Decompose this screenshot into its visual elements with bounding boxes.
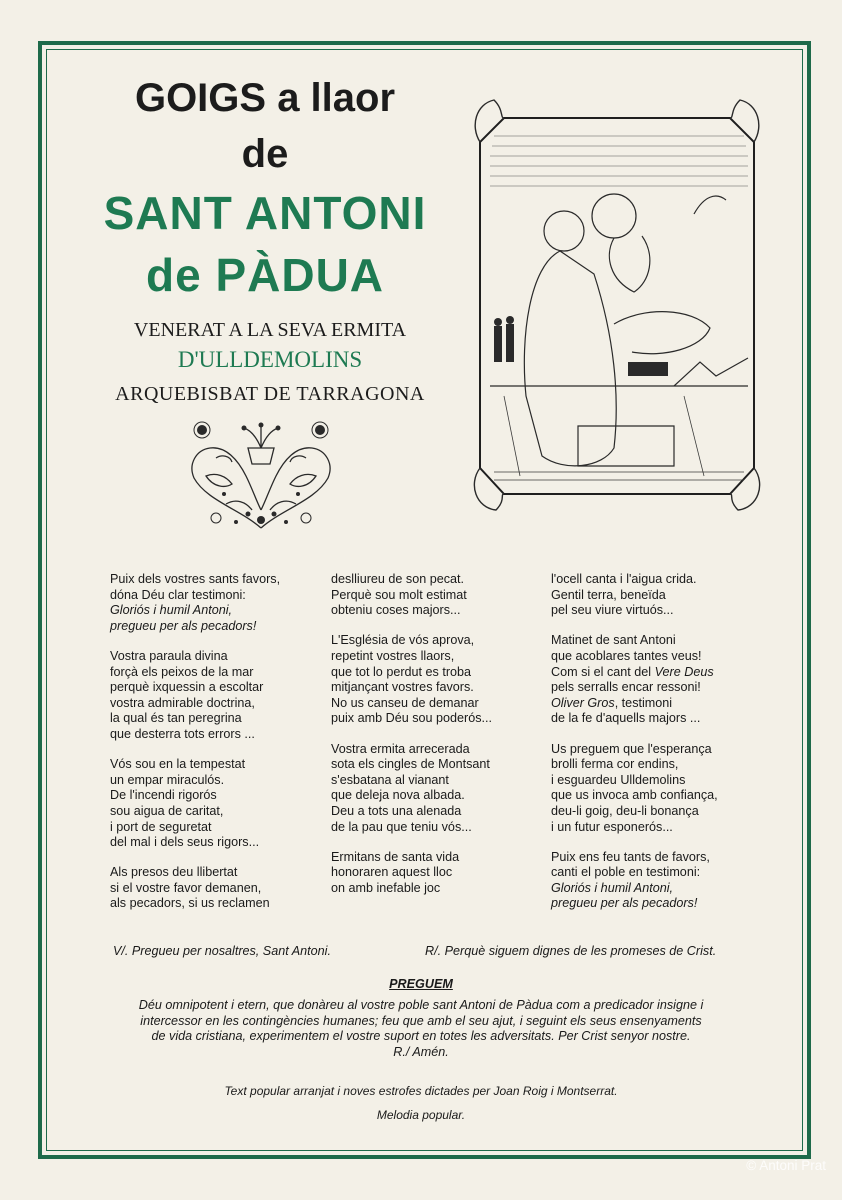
stanza <box>551 850 781 912</box>
stanza <box>551 572 781 619</box>
verse-line: Puix dels vostres sants favors, <box>110 572 281 586</box>
verse-line: Gloriós i humil Antoni, <box>110 603 233 618</box>
verse-line: sota els cingles de Montsant <box>331 757 490 772</box>
verse-column-1 <box>110 572 320 927</box>
verse-line: dóna Déu clar testimoni: <box>110 587 246 602</box>
verse-line: s'esbatana al vianant <box>331 772 449 787</box>
verse-line: que tot lo perdut es troba <box>331 664 472 679</box>
saint-anthony-woodcut <box>464 96 770 516</box>
verse-line: de la pau que teniu vós... <box>331 819 472 834</box>
stanza <box>331 633 541 727</box>
verse-line: forçà els peixos de la mar <box>110 664 254 679</box>
verse-line: l'ocell canta i l'aigua crida. <box>551 572 697 586</box>
verse-line: del mal i dels seus rigors... <box>110 835 260 850</box>
verse-column-2 <box>331 572 541 911</box>
verse-line: pels serralls encar ressoni! <box>551 680 701 695</box>
versicle: V/. Pregueu per nosaltres, Sant Antoni. <box>113 944 331 958</box>
title-line-1: GOIGS a llaor <box>134 76 396 120</box>
stanza <box>331 742 541 836</box>
verse-line: Gloriós i humil Antoni, <box>551 880 674 895</box>
verse-line: Ermitans de santa vida <box>331 849 460 864</box>
stanza <box>551 633 781 727</box>
verse-line: i esguardeu Ulldemolins <box>551 772 686 787</box>
verse-line: Oliver Gros, testimoni <box>551 695 673 710</box>
verse-line: Gentil terra, beneïda <box>551 587 666 602</box>
stanza <box>110 757 320 851</box>
stanza <box>110 649 320 743</box>
verse-line: vostra admirable doctrina, <box>110 695 255 710</box>
verse-line: sou aigua de caritat, <box>110 803 224 818</box>
verse-line: repetint vostres llaors, <box>331 648 455 663</box>
verse-line: Als presos deu llibertat <box>110 865 238 880</box>
response: R/. Perquè siguem dignes de les promeses de Crist. <box>425 944 717 958</box>
verse-line: canti el poble en testimoni: <box>551 865 701 880</box>
verse-line: pel seu viure virtuós... <box>551 603 674 618</box>
verse-line: brolli ferma cor endins, <box>551 757 679 772</box>
verse-column-3 <box>551 572 781 927</box>
verse-line: que desterra tots errors ... <box>110 726 255 741</box>
verse-line: De l'incendi rigorós <box>110 788 217 803</box>
title-line-2: de <box>241 132 289 176</box>
verse-line: deslliureu de son pecat. <box>331 572 465 586</box>
verse-line: la qual és tan peregrina <box>110 711 242 726</box>
stanza <box>110 865 320 912</box>
verse-line: que deleja nova albada. <box>331 788 465 803</box>
verse-line: Vós sou en la tempestat <box>110 757 246 772</box>
prayer-amen: R./ Amén. <box>393 1044 449 1059</box>
prayer-title: PREGUEM <box>389 977 453 991</box>
footer-credit: Text popular arranjat i noves estrofes dictades per Joan Roig i Montserrat. <box>224 1084 618 1098</box>
verse-line: mitjançant vostres favors. <box>331 680 474 695</box>
subtitle-ulldemolins: D'ULLDEMOLINS <box>177 347 363 372</box>
verse-line: als pecadors, si us reclamen <box>110 896 270 911</box>
verse-line: un empar miraculós. <box>110 772 225 787</box>
verse-line: No us canseu de demanar <box>331 695 479 710</box>
stanza <box>331 572 541 619</box>
copyright-watermark: © Antoni Prat <box>746 1158 826 1173</box>
verse-line: honoraren aquest lloc <box>331 865 453 880</box>
prayer-line: de vida cristiana, experimentem el vostre suport en totes les adversitats. Per Crist senyor nostre. <box>151 1029 691 1044</box>
verse-line: L'Església de vós aprova, <box>331 633 475 648</box>
prayer-text <box>100 998 742 1060</box>
verse-line: Matinet de sant Antoni <box>551 633 676 648</box>
verse-line: si el vostre favor demanen, <box>110 880 262 895</box>
subtitle-venerat: VENERAT A LA SEVA ERMITA <box>133 319 407 341</box>
verse-line: perquè ixquessin a escoltar <box>110 680 264 695</box>
prayer-line: Déu omnipotent i etern, que donàreu al vostre poble sant Antoni de Pàdua com a predicador insigne i <box>138 998 704 1012</box>
stanza <box>331 850 541 897</box>
footer-melody: Melodia popular. <box>376 1108 466 1122</box>
verse-line: i port de seguretat <box>110 819 212 834</box>
verse-line: Us preguem que l'esperança <box>551 741 712 756</box>
verse-line: que us invoca amb confiança, <box>551 788 718 803</box>
verse-line: que acoblares tantes veus! <box>551 648 702 663</box>
stanza <box>551 742 781 836</box>
prayer-line: intercessor en les contingències humanes; feu que amb el seu ajut, i seguint els seus ensenyaments <box>140 1013 702 1028</box>
verse-line: de la fe d'aquells majors ... <box>551 711 701 726</box>
verse-line: pregueu per als pecadors! <box>551 896 698 911</box>
verse-line: Puix ens feu tants de favors, <box>551 849 710 864</box>
title-saint-name: SANT ANTONI <box>103 187 427 239</box>
floral-ornament <box>186 418 336 536</box>
verse-line: pregueu per als pecadors! <box>110 618 257 633</box>
verse-line: Com si el cant del Vere Deus <box>551 664 714 679</box>
verse-line: i un futur esponerós... <box>551 819 673 834</box>
subtitle-arquebisbat: ARQUEBISBAT DE TARRAGONA <box>115 383 425 405</box>
verse-line: Deu a tots una alenada <box>331 803 462 818</box>
verse-line: on amb inefable joc <box>331 880 441 895</box>
verse-line: Perquè sou molt estimat <box>331 587 467 602</box>
stanza <box>110 572 320 634</box>
verse-line: deu-li goig, deu-li bonança <box>551 803 699 818</box>
verse-line: Vostra paraula divina <box>110 648 228 663</box>
verse-line: obteniu coses majors... <box>331 603 461 618</box>
verse-line: Vostra ermita arrecerada <box>331 741 470 756</box>
title-saint-place: de PÀDUA <box>145 249 385 301</box>
verse-line: puix amb Déu sou poderós... <box>331 711 493 726</box>
